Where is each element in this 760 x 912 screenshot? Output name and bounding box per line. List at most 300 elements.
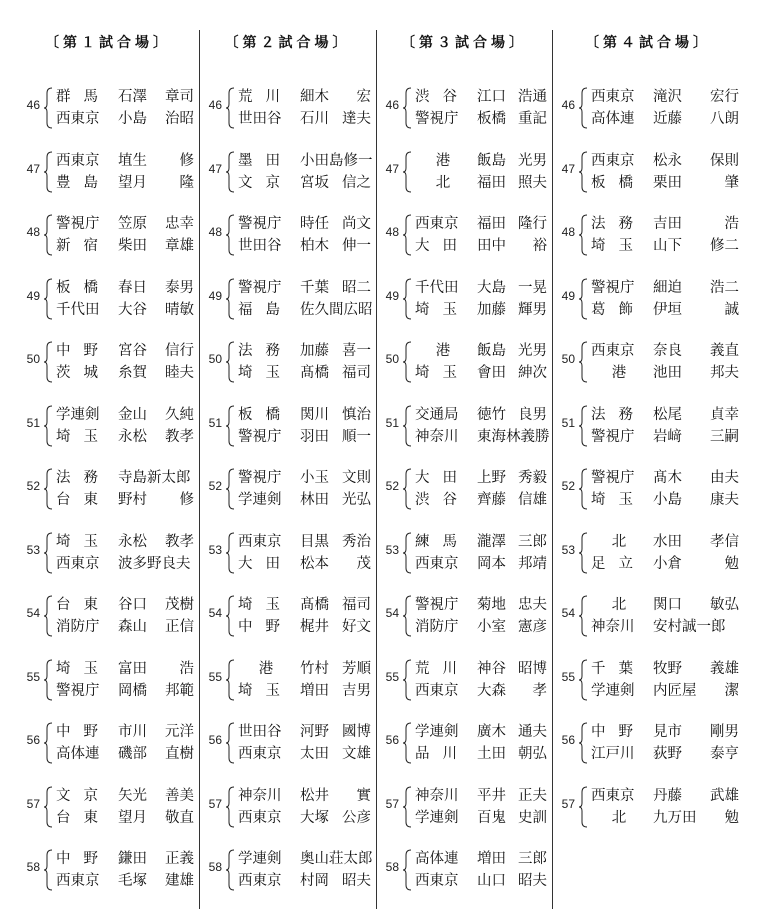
player-name [477,277,547,299]
player-family-name: 佐久間広昭 [300,301,373,318]
player-pair [56,150,198,194]
brace-icon [578,405,588,447]
player-family-name: 齊藤 [477,492,506,508]
player-family-name: 加藤 [477,301,506,318]
player-pair [591,785,743,829]
player-affiliation: 埼玉 [591,492,646,508]
player-affiliation: 警視庁 [56,682,100,699]
player-name [477,235,547,257]
player-pair [56,404,198,448]
player-name [300,213,371,235]
player-given-name: 公彦 [342,809,371,826]
player-affiliation: 法務 [238,343,293,359]
player-given-name: 紳次 [518,365,547,381]
court-column-4 [553,0,743,909]
player-given-name: 宏行 [710,89,739,105]
player-name [118,616,194,638]
player-affiliation: 世田谷 [238,111,282,127]
court-column-1 [18,0,198,909]
player-pair [56,467,198,511]
player-family-name: 丹藤 [653,787,682,804]
player-row [415,108,551,130]
player-family-name: 安村誠一郎 [653,619,726,635]
player-family-name: 田中 [477,238,506,254]
player-name [118,172,194,194]
player-affiliation: 消防庁 [415,619,459,635]
match-number: 50 [208,352,222,366]
player-pair [415,531,551,575]
player-family-name: 福田 [477,174,506,191]
player-affiliation: 西東京 [238,746,282,762]
player-affiliation: 葛飾 [591,301,646,318]
player-affiliation: 台東 [56,809,111,826]
court-title: 〔第３試合場〕 [401,35,527,51]
player-row [56,235,198,257]
match-number: 56 [26,733,40,747]
player-affiliation: 港 [435,343,451,359]
player-name [477,426,550,448]
player-row [238,785,375,807]
player-given-name: 浩二 [710,279,739,296]
player-family-name: 増田 [477,851,506,867]
player-row [415,680,551,702]
match-number: 56 [561,733,575,747]
player-given-name: 敏弘 [710,597,739,613]
player-affiliation: 台東 [56,597,111,613]
player-name [653,277,739,299]
player-row [238,870,375,892]
player-family-name: 板橋 [477,111,506,127]
player-family-name: 飯島 [477,152,506,169]
player-name [118,594,194,616]
player-given-name: 慎治 [342,406,371,423]
player-given-name: 睦夫 [165,365,194,381]
player-row [56,172,198,194]
player-affiliation: 西東京 [56,555,100,572]
match-entry [18,594,198,658]
player-name [653,340,739,362]
player-affiliation: 警視庁 [238,428,282,445]
match-number: 49 [561,288,575,303]
player-family-name: 髙橋 [300,597,329,613]
player-pair [238,86,375,130]
player-name [477,213,547,235]
player-given-name: 茂 [356,555,371,572]
player-row [415,658,551,680]
brace-icon [43,151,53,193]
match-entry [18,150,198,214]
player-given-name: 秀治 [342,533,371,550]
player-given-name: 宏 [356,89,371,105]
player-given-name: 吉男 [342,682,371,699]
player-family-name: 百鬼 [477,809,506,826]
player-pair [415,404,551,448]
brace-icon [225,659,235,701]
player-name [653,594,739,616]
match-entry [18,467,198,531]
player-given-name: 教孝 [165,428,194,445]
player-affiliation: 法務 [56,470,111,486]
court-title: 〔第４試合場〕 [585,35,711,51]
player-affiliation: 西東京 [415,555,459,572]
player-family-name: 松井 [300,787,329,804]
match-number: 48 [385,225,399,239]
player-pair [415,594,551,638]
brace-icon [225,595,235,637]
player-given-name: 正信 [165,619,194,635]
player-family-name: 山口 [477,873,506,889]
player-row [238,743,375,765]
player-name [477,467,547,489]
player-name [477,680,547,702]
player-affiliation: 警視庁 [238,279,282,296]
player-family-name: 笠原 [118,216,147,232]
match-entry [553,340,743,404]
player-name [477,86,547,108]
player-given-name: 朝弘 [518,746,547,762]
match-number: 48 [561,225,575,239]
match-entry [553,594,743,658]
match-entry [553,658,743,722]
player-row [238,594,375,616]
brace-icon [225,722,235,764]
player-name [477,489,547,511]
brace-icon [578,468,588,510]
player-family-name: 関口 [653,597,682,613]
match-list [18,86,198,912]
player-family-name: 神谷 [477,660,506,677]
player-given-name: 芳順 [342,660,371,677]
player-affiliation: 西東京 [415,873,459,889]
player-row [591,86,743,108]
player-row [415,743,551,765]
player-row [56,616,198,638]
player-given-name: 正夫 [518,787,547,804]
player-name [653,467,739,489]
brace-icon [402,468,412,510]
player-name [477,340,547,362]
player-family-name: 東海林義勝 [477,428,550,445]
brace-icon [225,532,235,574]
match-number: 55 [385,669,399,684]
player-name [300,404,371,426]
player-given-name: 昭夫 [518,873,547,889]
player-row [591,235,743,257]
brace-icon [402,214,412,256]
match-number: 52 [385,479,399,493]
player-family-name: 谷口 [118,597,147,613]
player-given-name: 昭夫 [342,873,371,889]
player-given-name: 文雄 [342,746,371,762]
match-number: 51 [561,415,575,430]
player-pair [591,340,743,384]
brace-icon [402,722,412,764]
player-affiliation: 港 [611,365,627,381]
player-name [300,426,371,448]
player-family-name: 見市 [653,724,682,740]
player-affiliation: 中野 [591,724,646,740]
player-row [56,299,198,321]
player-family-name: 石川 [300,111,329,127]
player-pair [591,277,743,321]
player-pair [591,150,743,194]
match-number: 46 [208,98,222,112]
player-affiliation: 高体連 [591,111,635,127]
match-number: 53 [208,542,222,557]
player-given-name: 由夫 [710,470,739,486]
player-affiliation: 埼玉 [415,301,470,318]
brace-icon [402,659,412,701]
player-row [591,340,743,362]
player-name [300,340,371,362]
player-row [415,86,551,108]
player-family-name: 小島 [118,111,147,127]
player-row [56,489,198,511]
player-given-name: 福司 [342,597,371,613]
player-name [300,680,371,702]
player-row [415,553,551,575]
player-affiliation: 大田 [415,470,470,486]
player-row [238,848,375,870]
player-affiliation: 神奈川 [591,619,635,635]
player-row [56,362,198,384]
match-number: 54 [385,606,399,620]
player-pair [238,658,375,702]
player-row [415,785,551,807]
player-family-name: 小島 [653,492,682,508]
player-pair [591,467,743,511]
player-affiliation: 西東京 [591,343,635,359]
player-family-name: 近藤 [653,111,682,127]
player-pair [591,721,743,765]
player-affiliation: 文京 [56,787,111,804]
player-row [415,299,551,321]
match-number: 53 [385,542,399,557]
player-row [238,340,375,362]
player-affiliation: 法務 [591,406,646,423]
player-given-name: 秀毅 [518,470,547,486]
player-row [415,340,551,362]
player-given-name: 義雄 [710,660,739,677]
player-affiliation: 港 [435,152,451,169]
player-given-name: 浩通 [518,89,547,105]
player-affiliation: 西東京 [56,873,100,889]
player-row [56,870,198,892]
player-name [118,299,194,321]
player-name [300,86,371,108]
player-affiliation: 世田谷 [238,724,282,740]
match-entry [18,785,198,849]
player-name [653,235,739,257]
player-pair [591,213,743,257]
player-name [653,404,739,426]
player-family-name: 九万田 [653,809,697,826]
player-pair [56,594,198,638]
player-given-name: 章雄 [165,238,194,254]
player-pair [591,594,743,638]
match-number: 55 [208,669,222,684]
player-name [118,531,194,553]
player-row [415,489,551,511]
player-family-name: 松尾 [653,406,682,423]
player-name [118,658,194,680]
match-entry [200,658,375,722]
player-given-name: 八朗 [710,111,739,127]
player-family-name: 埴生 [118,152,147,169]
match-entry [18,86,198,150]
match-number: 55 [561,669,575,684]
player-pair [415,86,551,130]
player-affiliation: 千代田 [56,301,100,318]
match-entry [553,467,743,531]
player-affiliation: 台東 [56,492,111,508]
match-entry [18,721,198,785]
player-name [118,553,194,575]
player-affiliation: 荒川 [415,660,470,677]
player-given-name: 誠 [724,301,739,318]
match-entry [200,404,375,468]
player-row [591,658,743,680]
player-pair [56,531,198,575]
brace-icon [225,151,235,193]
player-row [238,467,375,489]
player-given-name: 勉 [724,555,739,572]
player-given-name: 保則 [710,152,739,169]
player-family-name: 加藤 [300,343,329,359]
match-entry [200,721,375,785]
player-given-name: 正義 [165,851,194,867]
player-given-name: 三嗣 [710,428,739,445]
player-given-name: 修 [179,152,194,169]
player-family-name: 林田 [300,492,329,508]
brace-icon [578,278,588,320]
brace-icon [225,87,235,129]
brace-icon [225,278,235,320]
player-family-name: 細迫 [653,279,682,296]
player-given-name: 憲彦 [518,619,547,635]
player-name [118,426,194,448]
player-row [56,658,198,680]
player-name [118,235,194,257]
player-name [653,86,739,108]
player-name [300,870,371,892]
player-name [653,785,739,807]
player-affiliation: 埼玉 [415,365,470,381]
player-given-name: 潔 [724,682,739,699]
brace-icon [43,341,53,383]
player-affiliation: 西東京 [238,533,282,550]
player-row [238,277,375,299]
player-name [118,721,194,743]
brace-icon [402,595,412,637]
player-name [300,299,371,321]
player-family-name: 河野 [300,724,329,740]
match-entry [200,150,375,214]
player-row [238,86,375,108]
player-row [56,108,198,130]
player-family-name: 岡本 [477,555,506,572]
player-row [238,553,375,575]
player-row [415,531,551,553]
player-row [591,213,743,235]
player-name [118,108,194,130]
player-pair [415,785,551,829]
player-affiliation: 荒川 [238,89,293,105]
player-pair [591,658,743,702]
player-given-name: 昭二 [342,279,371,296]
match-entry [553,721,743,785]
match-entry [377,277,551,341]
player-name [653,616,739,638]
player-family-name: 滝沢 [653,89,682,105]
match-number: 52 [26,479,40,493]
player-pair [238,213,375,257]
player-family-name: 毛塚 [118,873,147,889]
player-row [591,277,743,299]
match-entry [553,531,743,595]
player-family-name: 宮谷 [118,343,147,359]
match-number: 51 [385,415,399,430]
player-row [238,235,375,257]
player-family-name: 山下 [653,238,682,254]
player-affiliation: 高体連 [415,851,459,867]
brace-icon [578,87,588,129]
player-affiliation: 学連剣 [238,492,282,508]
match-entry [377,785,551,849]
player-pair [238,150,375,194]
match-entry [200,848,375,912]
player-name [300,594,371,616]
player-given-name: 浩 [179,660,194,677]
player-name [300,658,371,680]
match-number: 54 [26,606,40,620]
player-pair [591,86,743,130]
player-name [300,743,371,765]
player-name [477,594,547,616]
player-given-name: 善美 [165,787,194,804]
match-entry [377,531,551,595]
match-entry [553,150,743,214]
brace-icon [402,849,412,891]
player-pair [415,150,551,194]
player-family-name: 土田 [477,746,506,762]
player-affiliation: 北 [611,533,627,550]
player-family-name: 上野 [477,470,506,486]
match-entry [18,340,198,404]
player-name [653,807,739,829]
player-affiliation: 中野 [56,724,111,740]
player-row [238,108,375,130]
match-number: 46 [26,98,40,112]
player-row [591,553,743,575]
player-affiliation: 北 [435,174,451,191]
match-number: 47 [208,161,222,176]
player-row [415,807,551,829]
player-pair [238,721,375,765]
player-family-name: 大森 [477,682,506,699]
brace-icon [578,214,588,256]
match-entry [200,340,375,404]
player-affiliation: 警視庁 [238,216,282,232]
player-family-name: 奥山荘太郎 [300,851,373,867]
player-row [591,426,743,448]
player-name [477,299,547,321]
player-affiliation: 千葉 [591,660,646,677]
player-row [56,680,198,702]
player-affiliation: 学連剣 [415,809,459,826]
player-given-name: 順一 [342,428,371,445]
player-family-name: 増田 [300,682,329,699]
